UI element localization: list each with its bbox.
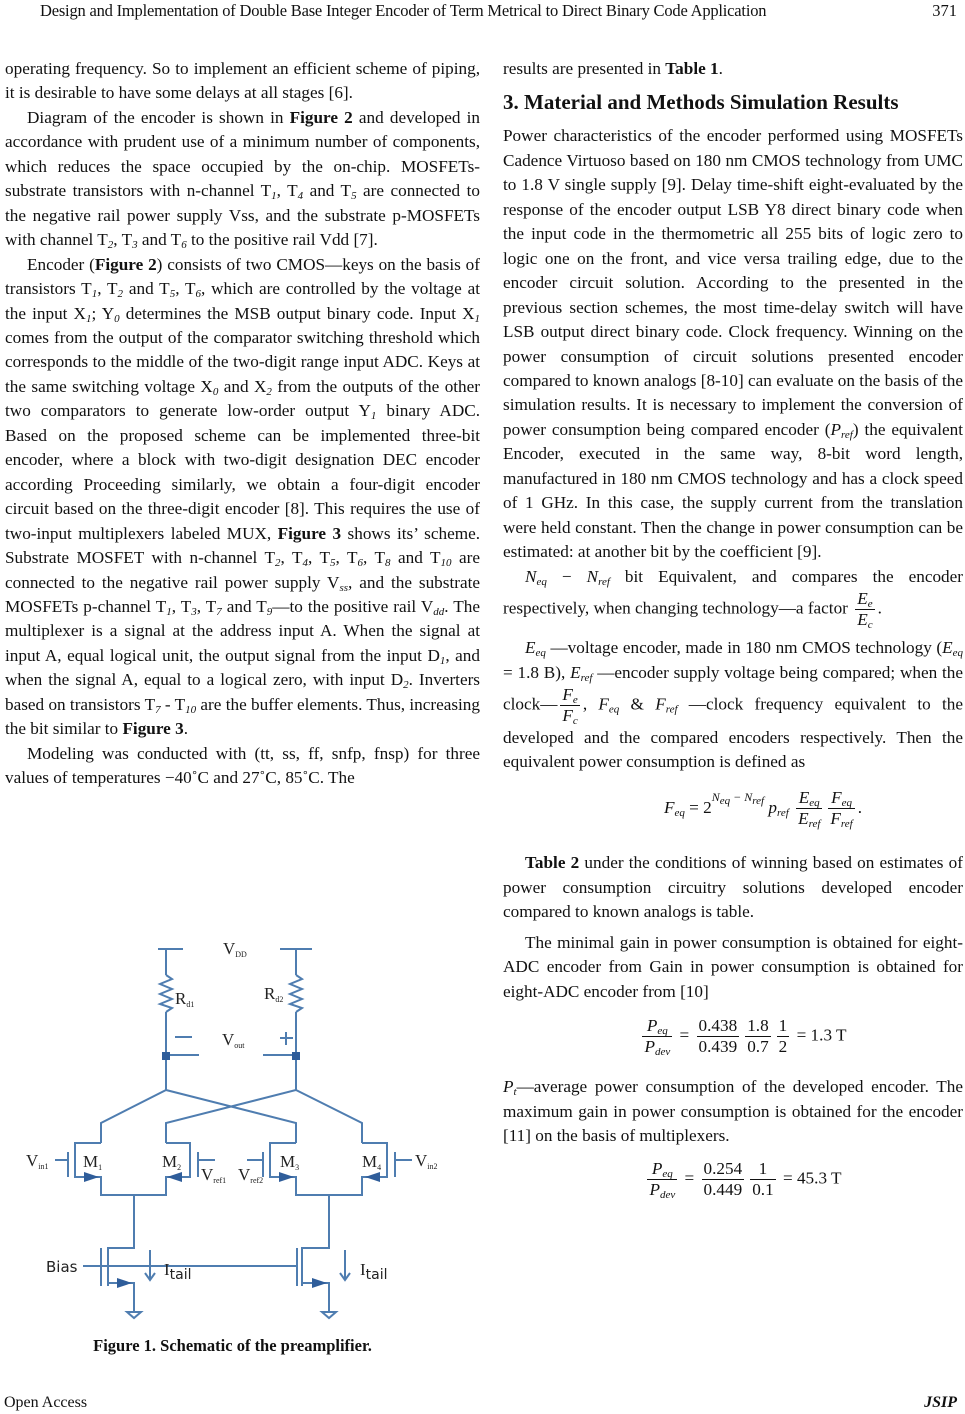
fraction: $\frac{0.254}{0.449}$ <box>703 1158 743 1199</box>
label-itail-left: $I_{tail}$ <box>164 1260 192 1283</box>
running-title: Design and Implementation of Double Base Integer Encoder of Term Metrical to Direct Binary Code Application <box>40 1 767 20</box>
label-m2: M2 <box>162 1152 182 1172</box>
figure-caption: Figure 1. Schematic of the preamplifier. <box>93 1336 372 1355</box>
figure-1 <box>0 930 480 1370</box>
label-m1: M1 <box>83 1152 103 1172</box>
label-m3: M3 <box>280 1152 300 1172</box>
label-m4: M4 <box>362 1152 382 1172</box>
paragraph: Power characteristics of the encoder performed using MOSFETs Cadence Virtuoso based on 180 nm CMOS technology from UMC to 1.8 V single supply [9]. Delay time-shift eight-evaluated by the response of the encoder output LSB Y8 direct binary code when the input code in the thermometric all 255 bits of logic zero to logic one on the front, and vice versa trailing edge, due to the encoder circuit solution. According to the presented in the previous section schemes, the most time-delay switch will have LSB output direct binary code. Clock frequency. Winning on the power consumption of circuit solutions presented encoder compared to known analogs [8-10] can evaluate on the basis of the simulation results. It is necessary to implement the conversion of power consumption being compared encoder $(P_{ref})$ the equivalent Encoder, executed in the same way, 8-bit word length, manufactured in 180 nm CMOS technology and has a clock speed of 1 GHz. In this case, the supply current from the translation were held constant. Then the change in power consumption can be estimated: at another bit by the coefficient [9]. <box>503 126 963 562</box>
fraction: $\frac{P_{eq}}{P_{dev}}$ <box>644 1016 671 1059</box>
fraction: $\frac{E_e}{E_c}$ <box>857 589 873 632</box>
footer-open-access: Open Access <box>4 1394 88 1411</box>
label-vref1: Vref1 <box>201 1165 227 1185</box>
label-itail-right: $I_{tail}$ <box>360 1260 388 1283</box>
fraction: $\frac{1}{2}$ <box>778 1016 788 1057</box>
circuit-markers <box>84 1052 380 1288</box>
left-column <box>5 57 480 791</box>
fraction: $\frac{F_{eq}}{F_{ref}}$ <box>830 788 853 831</box>
paragraph: The minimal gain in power consumption is obtained for eight-ADC encoder from Gain in power consumption is obtained for eight-ADC encoder from [10] <box>503 932 963 1001</box>
paragraph: results are presented in Table 1. <box>503 59 723 78</box>
label-vref2: Vref2 <box>238 1165 264 1185</box>
fraction: $\frac{1.8}{0.7}$ <box>747 1016 769 1057</box>
label-bias: Bias <box>46 1258 78 1276</box>
footer-journal: JSIP <box>924 1394 957 1411</box>
paragraph: operating frequency. So to implement an efficient scheme of piping, it is desirable to have some delays at all stages [6]. <box>5 59 480 103</box>
paragraph: Encoder (Figure 2) consists of two CMOS—keys on the basis of transistors $T_1$, $T_2$ and $T_5$, $T_6$, which are controlled by the voltage at the input $X_1$; $Y_0$ determines the MSB output binary code. Input $X_1$ comes from the output of the comparator switching threshold which corresponds to the middle of the two-digit range input ADC. Keys at the same switching voltage $X_0$ and $X_2$ from the outputs of the other two comparators to generate low-order output $Y_1$ binary ADC. Based on the proposed scheme can be implemented three-bit encoder, where a block with two-digit designation DEC encoder according Proceeding similarly, we obtain a four-digit encoder circuit based on the three-digit encoder [8]. This requires the use of two-input multiplexers labeled MUX, Figure 3 shows its’ scheme. Substrate MOSFET with n-channel $T_2$, $T_4$, $T_5$, $T_6$, $T_8$ and $T_{10}$ are connected to the negative rail power supply $V_{ss}$, and the substrate MOSFETs p-channel $T_1$, $T_3$, $T_7$ and $T_9—to$ the positive rail $V_{dd}$. The multiplexer is a signal at the address input A. When the signal at input A, equal logical unit, the output signal from the input $D_1$, and when the signal A, equal to a logical zero, with input $D_2$. Inverters based on transistors $T_7 - T_{10}$ are the buffer elements. Thus, increasing the bit similar to Figure 3. <box>5 254 481 739</box>
label-rd1: Rd1 <box>175 989 195 1009</box>
preamplifier-schematic <box>0 930 480 1330</box>
fraction: $\frac{1}{0.1}$ <box>752 1158 774 1199</box>
paragraph: $E_{eq}$ —voltage encoder, made in 180 nm CMOS technology ($E_{eq} = 1.8$ B), $E_{ref}$ —encoder supply voltage being compared; when the clock— $\frac{F_e}{F_c}$ , $F_{eq}$ & $F_{ref}$ —clock frequency equivalent to the developed and the compared encoders respectively. Then the equivalent power consumption is defined as <box>503 638 964 772</box>
fraction: $\frac{0.438}{0.439}$ <box>698 1016 738 1057</box>
label-vin2: Vin2 <box>415 1151 438 1171</box>
page-number: 371 <box>932 1 957 20</box>
label-vdd: VDD <box>223 939 247 959</box>
paragraph: Table 2 under the conditions of winning based on estimates of power consumption circuitry solutions developed encoder compared to known analogs is table. <box>503 853 963 922</box>
equation-gain-2: $\frac{P_{eq}}{P_{dev}}$ = $\frac{0.254}{0.449}$ $\frac{1}{0.1}$ = 45.3 T <box>649 1158 842 1201</box>
label-rd2: Rd2 <box>264 984 284 1004</box>
equation-gain-1: $\frac{P_{eq}}{P_{dev}}$ = $\frac{0.438}{0.439}$ $\frac{1.8}{0.7}$ $\frac{1}{2}$ = 1.3 T <box>644 1016 847 1059</box>
paragraph: Modeling was conducted with (tt, ss, ff, snfp, fnsp) for three values of temperatures −40˚C and 27˚C, 85˚C. The <box>5 743 480 788</box>
output-node-left <box>162 1052 170 1060</box>
label-vout: Vout <box>222 1030 245 1050</box>
paragraph: Diagram of the encoder is shown in Figure 2 and developed in accordance with prudent use of a minimum number of components, which reduces the space occupied by the on-chip. MOSFETs-substrate transistors with n-channel $T_1$, $T_4$ and $T_5$ are connected to the negative rail power supply Vss, and the substrate p-MOSFETs with channel $T_2$, $T_3$ and $T_6$ to the positive rail Vdd [7]. <box>5 107 480 252</box>
output-node-right <box>292 1052 300 1060</box>
fraction: $\frac{F_e}{F_c}$ <box>562 684 578 727</box>
paragraph: $P_t—average$ power consumption of the developed encoder. The maximum gain in power consumption is obtained for the encoder [11] on the basis of multiplexers. <box>503 1077 963 1146</box>
right-column <box>503 57 963 1200</box>
fraction: $\frac{E_{eq}}{E_{ref}}$ <box>798 788 821 831</box>
equation-power: $F_{eq} = 2^{N_{eq} - N_{ref}}$ $p_{ref}$ $\frac{E_{eq}}{E_{ref}}$ $\frac{F_{eq}}{F_{ref}}$ . <box>663 788 863 831</box>
label-vin1: Vin1 <box>26 1151 49 1171</box>
fraction: $\frac{P_{eq}}{P_{dev}}$ <box>649 1158 676 1201</box>
paragraph: $N_{eq} - N_{ref}$ bit Equivalent, and compares the encoder respectively, when changing technology—a factor $\frac{E_e}{E_c}$ . <box>503 566 963 632</box>
circuit-wires <box>55 949 412 1318</box>
section-heading: 3. Material and Methods Simulation Results <box>503 90 899 115</box>
